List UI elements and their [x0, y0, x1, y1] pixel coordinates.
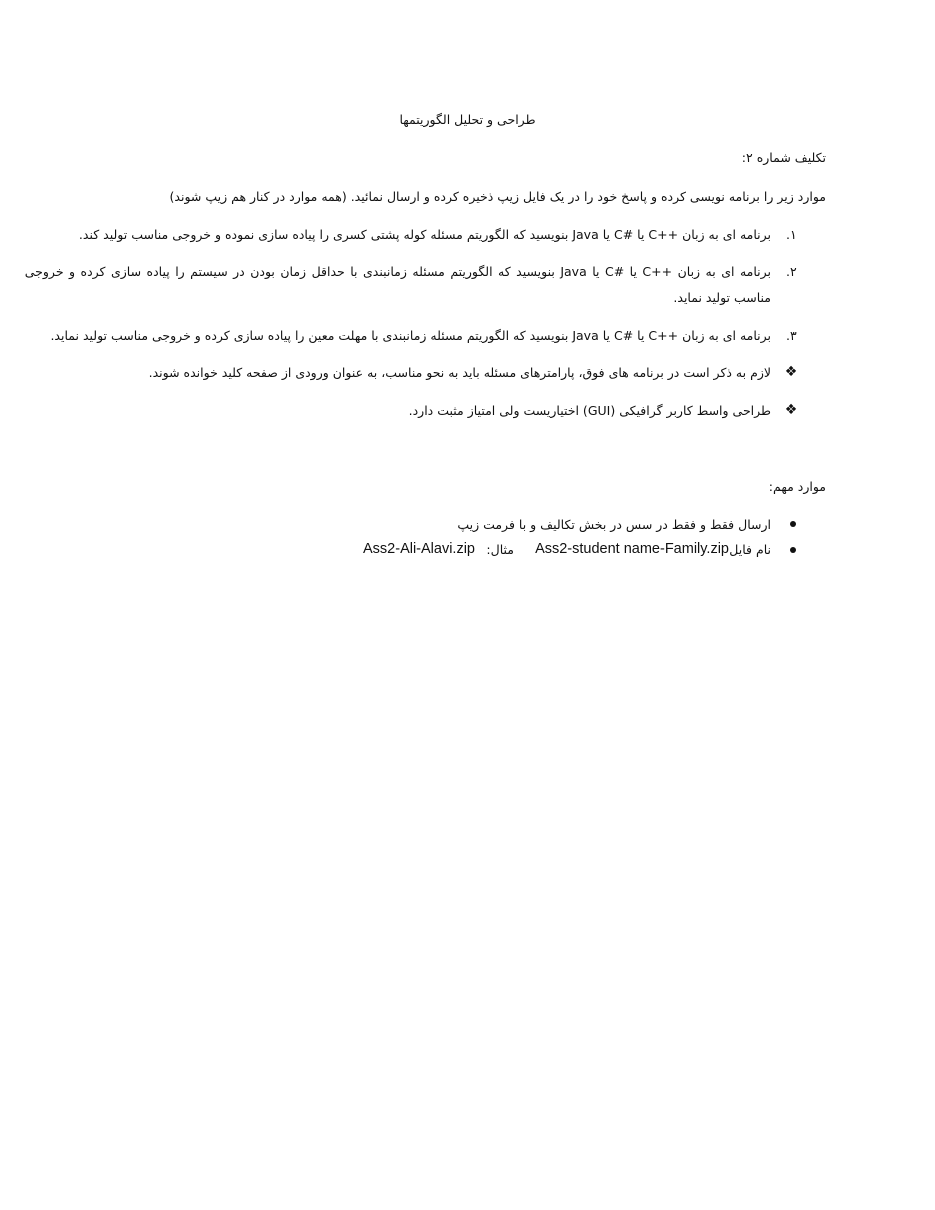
important-item-2-prefix: نام فایل — [729, 542, 771, 557]
numbered-item-3: برنامه ای به زبان ++C یا #C یا Java بنویسید که الگوریتم مسئله زمانبندی با مهلت معین را پیاده سازی کرده و خروجی مناسب تولید نماید. — [50, 328, 771, 343]
document-title: طراحی و تحلیل الگوریتمها — [399, 112, 536, 127]
diamond-bullet-icon: ❖ — [784, 364, 798, 380]
item-number: ۱. — [786, 227, 797, 242]
important-heading: موارد مهم: — [768, 479, 826, 494]
bullet-dot-icon — [790, 547, 796, 553]
item-number: ۳. — [786, 328, 797, 343]
numbered-item-2-line2: مناسب تولید نماید. — [673, 290, 771, 305]
star-item-1: لازم به ذکر است در برنامه های فوق، پارامترهای مسئله باید به نحو مناسب، به عنوان ورودی از صفحه کلید خوانده شوند. — [148, 365, 771, 380]
bullet-dot-icon — [790, 521, 796, 527]
numbered-item-1: برنامه ای به زبان ++C یا #C یا Java بنویسید که الگوریتم مسئله کوله پشتی کسری را پیاده سازی نموده و خروجی مناسب تولید کند. — [78, 227, 771, 242]
assignment-label: تکلیف شماره ۲: — [741, 150, 826, 165]
numbered-item-2-line1: برنامه ای به زبان ++C یا #C یا Java بنویسید که الگوریتم مسئله زمانبندی با حداقل زمان بودن در سیستم را پیاده سازی کرده و خروجی — [24, 264, 771, 279]
important-item-1: ارسال فقط و فقط در سس در بخش تکالیف و با فرمت زیپ — [457, 517, 771, 532]
filename-format: Ass2-student name-Family.zip — [535, 541, 729, 557]
example-label: مثال: — [486, 542, 514, 557]
filename-example: Ass2-Ali-Alavi.zip — [363, 541, 475, 557]
star-item-2: طراحی واسط کاربر گرافیکی (GUI) اختیاریست ولی امتیاز مثبت دارد. — [408, 403, 771, 418]
intro-paragraph: موارد زیر را برنامه نویسی کرده و پاسخ خود را در یک فایل زیپ ذخیره کرده و ارسال نمائید. (همه موارد در کنار هم زیپ شوند) — [169, 189, 826, 204]
item-number: ۲. — [786, 264, 797, 279]
diamond-bullet-icon: ❖ — [784, 402, 798, 418]
